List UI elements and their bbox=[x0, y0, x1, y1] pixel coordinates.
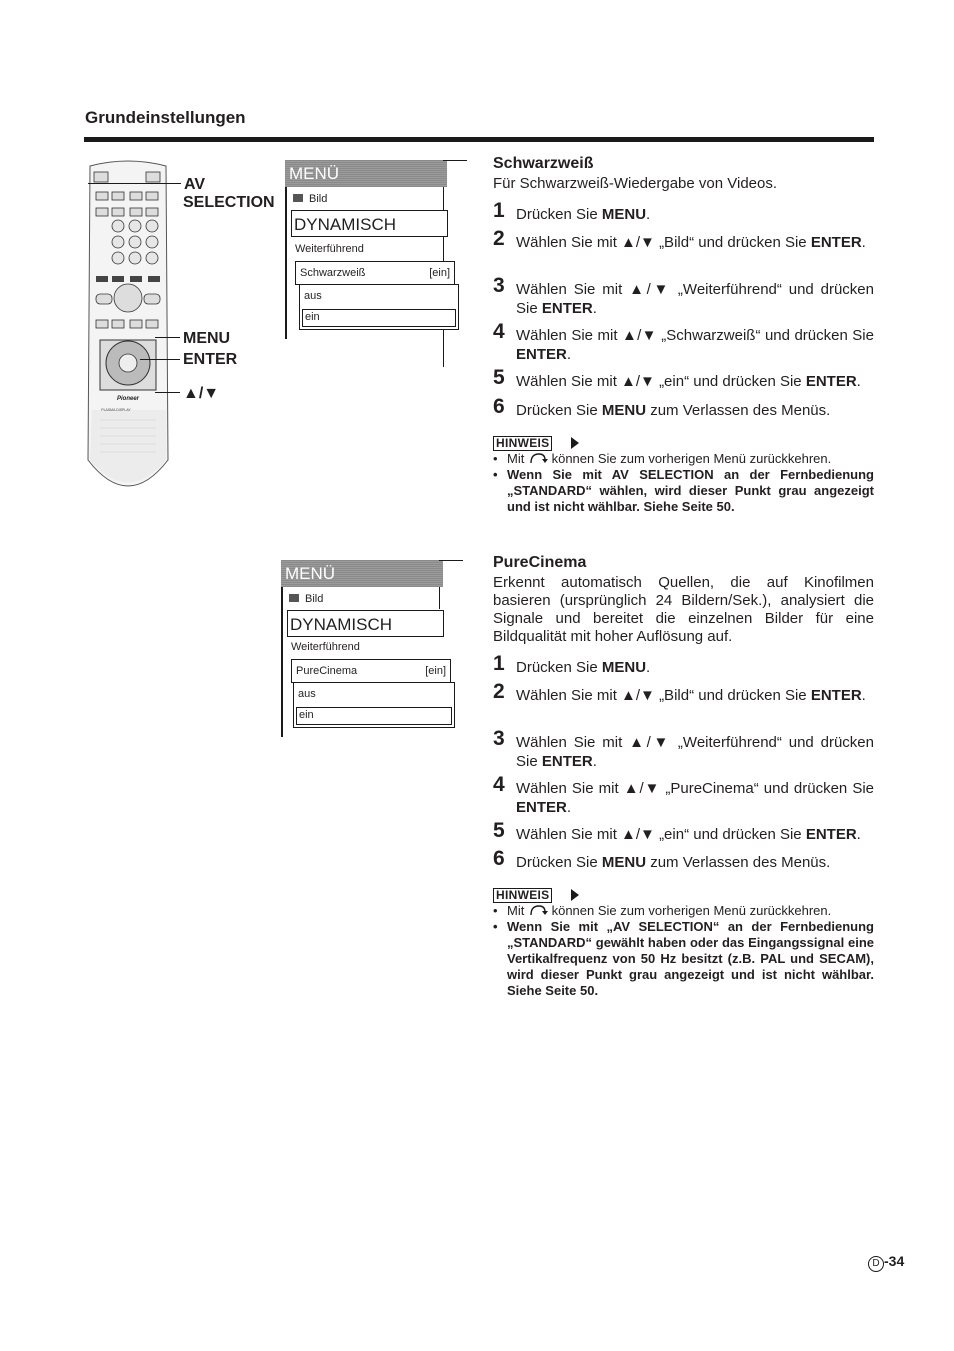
purecinema-intro: Erkennt automatisch Quellen, die auf Kinofilmen basieren (ursprünglich 24 Bildern/Sek.), analysiert die Signale und bereitet die einzelnen Bilder für eine Bildqualität mit hoher Auflösung auf. bbox=[493, 574, 874, 645]
option-aus: aus bbox=[304, 290, 322, 302]
option-ein-selected bbox=[296, 707, 452, 725]
step-item bbox=[493, 320, 874, 364]
item-label: Schwarzweiß bbox=[300, 267, 366, 279]
hinweis-tag: HINWEIS bbox=[493, 436, 552, 451]
step-item bbox=[493, 366, 874, 391]
menu-label: MENU bbox=[183, 330, 231, 347]
step-item bbox=[493, 680, 874, 705]
remote-control-illustration bbox=[86, 160, 170, 500]
menu-screen-schwarzweiss bbox=[285, 160, 461, 340]
step-item bbox=[493, 727, 874, 771]
step-number: 2 bbox=[493, 227, 505, 250]
schwarzweiss-heading: Schwarzweiß bbox=[493, 155, 594, 172]
step-number: 6 bbox=[493, 395, 505, 418]
section-title: Grundeinstellungen bbox=[85, 108, 246, 127]
step-number: 5 bbox=[493, 819, 505, 842]
bild-label: Bild bbox=[305, 593, 324, 605]
step-text: Drücken Sie MENU zum Verlassen des Menüs. bbox=[516, 854, 831, 871]
step-text: Wählen Sie mit ▲/▼ „ein“ und drücken Sie ENTER. bbox=[516, 826, 861, 843]
step-item bbox=[493, 773, 874, 817]
step-text: Wählen Sie mit ▲/▼ „PureCinema“ und drücken Sie ENTER. bbox=[516, 780, 874, 816]
purecinema-heading: PureCinema bbox=[493, 554, 587, 571]
options-frame bbox=[299, 284, 459, 330]
mode-label: DYNAMISCH bbox=[290, 615, 393, 634]
av-selection-leader bbox=[88, 183, 181, 184]
enter-label: ENTER bbox=[183, 351, 238, 368]
menu-title: MENÜ bbox=[285, 160, 447, 187]
note-standard: • Wenn Sie mit „AV SELECTION“ an der Fernbedienung „STANDARD“ gewählt haben oder das Eingangssignal eine Vertikalfrequenz von 50 Hz besitzt (z.B. PAL und SECAM), wird dieser Punkt grau angezeigt und ist nicht wählbar. Siehe Seite 50. bbox=[493, 919, 874, 998]
remote-plasma-text: PLASMA DISPLAY bbox=[101, 408, 131, 412]
arrows-leader bbox=[155, 392, 180, 393]
arrows-label: ▲/▼ bbox=[183, 385, 220, 402]
menu-title: MENÜ bbox=[281, 560, 443, 587]
hinweis-arrow-icon bbox=[571, 437, 579, 449]
note-standard: • Wenn Sie mit AV SELECTION an der Fernbedienung „STANDARD“ wählen, wird dieser Punkt grau angezeigt und ist nicht wählbar. Siehe Seite 50. bbox=[493, 467, 874, 514]
step-text: Drücken Sie MENU. bbox=[516, 659, 651, 676]
item-value: [ein] bbox=[425, 665, 446, 677]
step-text: Drücken Sie MENU. bbox=[516, 206, 651, 223]
selection-label: SELECTION bbox=[183, 194, 275, 211]
return-icon bbox=[528, 904, 548, 916]
option-ein-selected bbox=[302, 309, 456, 327]
item-value: [ein] bbox=[429, 267, 450, 279]
step-item bbox=[493, 199, 874, 224]
step-item bbox=[493, 847, 874, 872]
hinweis-arrow-icon bbox=[571, 889, 579, 901]
mode-label: DYNAMISCH bbox=[294, 215, 397, 234]
step-number: 4 bbox=[493, 773, 505, 796]
option-ein: ein bbox=[299, 709, 314, 721]
step-item bbox=[493, 395, 874, 420]
hinweis-tag: HINWEIS bbox=[493, 888, 552, 903]
picture-icon bbox=[293, 194, 303, 202]
bild-row bbox=[289, 593, 323, 605]
step-item bbox=[493, 819, 874, 844]
bild-row bbox=[293, 193, 327, 205]
item-label: PureCinema bbox=[296, 665, 358, 677]
page-number bbox=[868, 1253, 904, 1272]
header-rule bbox=[84, 137, 874, 142]
step-text: Wählen Sie mit ▲/▼ „Schwarzweiß“ und drücken Sie ENTER. bbox=[516, 327, 874, 363]
step-text: Drücken Sie MENU zum Verlassen des Menüs. bbox=[516, 402, 831, 419]
mode-field bbox=[287, 610, 444, 637]
step-item bbox=[493, 227, 874, 252]
step-number: 2 bbox=[493, 680, 505, 703]
step-number: 5 bbox=[493, 366, 505, 389]
step-number: 4 bbox=[493, 320, 505, 343]
step-item bbox=[493, 274, 874, 318]
step-number: 1 bbox=[493, 652, 505, 675]
step-number: 3 bbox=[493, 274, 505, 297]
weiter-label: Weiterführend bbox=[295, 243, 364, 255]
step-text: Wählen Sie mit ▲/▼ „Bild“ und drücken Sie ENTER. bbox=[516, 234, 866, 251]
option-ein: ein bbox=[305, 311, 320, 323]
weiter-label: Weiterführend bbox=[291, 641, 360, 653]
picture-icon bbox=[289, 594, 299, 602]
language-badge: D bbox=[868, 1256, 884, 1272]
step-item bbox=[493, 652, 874, 677]
step-number: 3 bbox=[493, 727, 505, 750]
step-text: Wählen Sie mit ▲/▼ „Weiterführend“ und drücken Sie ENTER. bbox=[516, 281, 874, 317]
return-icon bbox=[528, 452, 548, 464]
item-row bbox=[291, 659, 451, 683]
item-row bbox=[295, 261, 455, 285]
av-label: AV bbox=[184, 176, 206, 193]
menu-leader bbox=[155, 337, 180, 338]
step-number: 1 bbox=[493, 199, 505, 222]
schwarzweiss-intro: Für Schwarzweiß-Wiedergabe von Videos. bbox=[493, 175, 778, 192]
bild-label: Bild bbox=[309, 193, 328, 205]
options-frame bbox=[293, 682, 455, 728]
note-return: • Mit können Sie zum vorherigen Menü zurückkehren. bbox=[493, 451, 832, 466]
step-text: Wählen Sie mit ▲/▼ „ein“ und drücken Sie ENTER. bbox=[516, 373, 861, 390]
step-number: 6 bbox=[493, 847, 505, 870]
step-text: Wählen Sie mit ▲/▼ „Bild“ und drücken Sie ENTER. bbox=[516, 687, 866, 704]
step-text: Wählen Sie mit ▲/▼ „Weiterführend“ und drücken Sie ENTER. bbox=[516, 734, 874, 770]
option-aus: aus bbox=[298, 688, 316, 700]
page-number-text: -34 bbox=[884, 1253, 905, 1269]
note-return: • Mit können Sie zum vorherigen Menü zurückkehren. bbox=[493, 903, 832, 918]
menu-screen-purecinema bbox=[281, 560, 457, 740]
mode-field bbox=[291, 210, 448, 237]
remote-brand: Pioneer bbox=[116, 396, 140, 402]
enter-leader bbox=[140, 359, 180, 360]
